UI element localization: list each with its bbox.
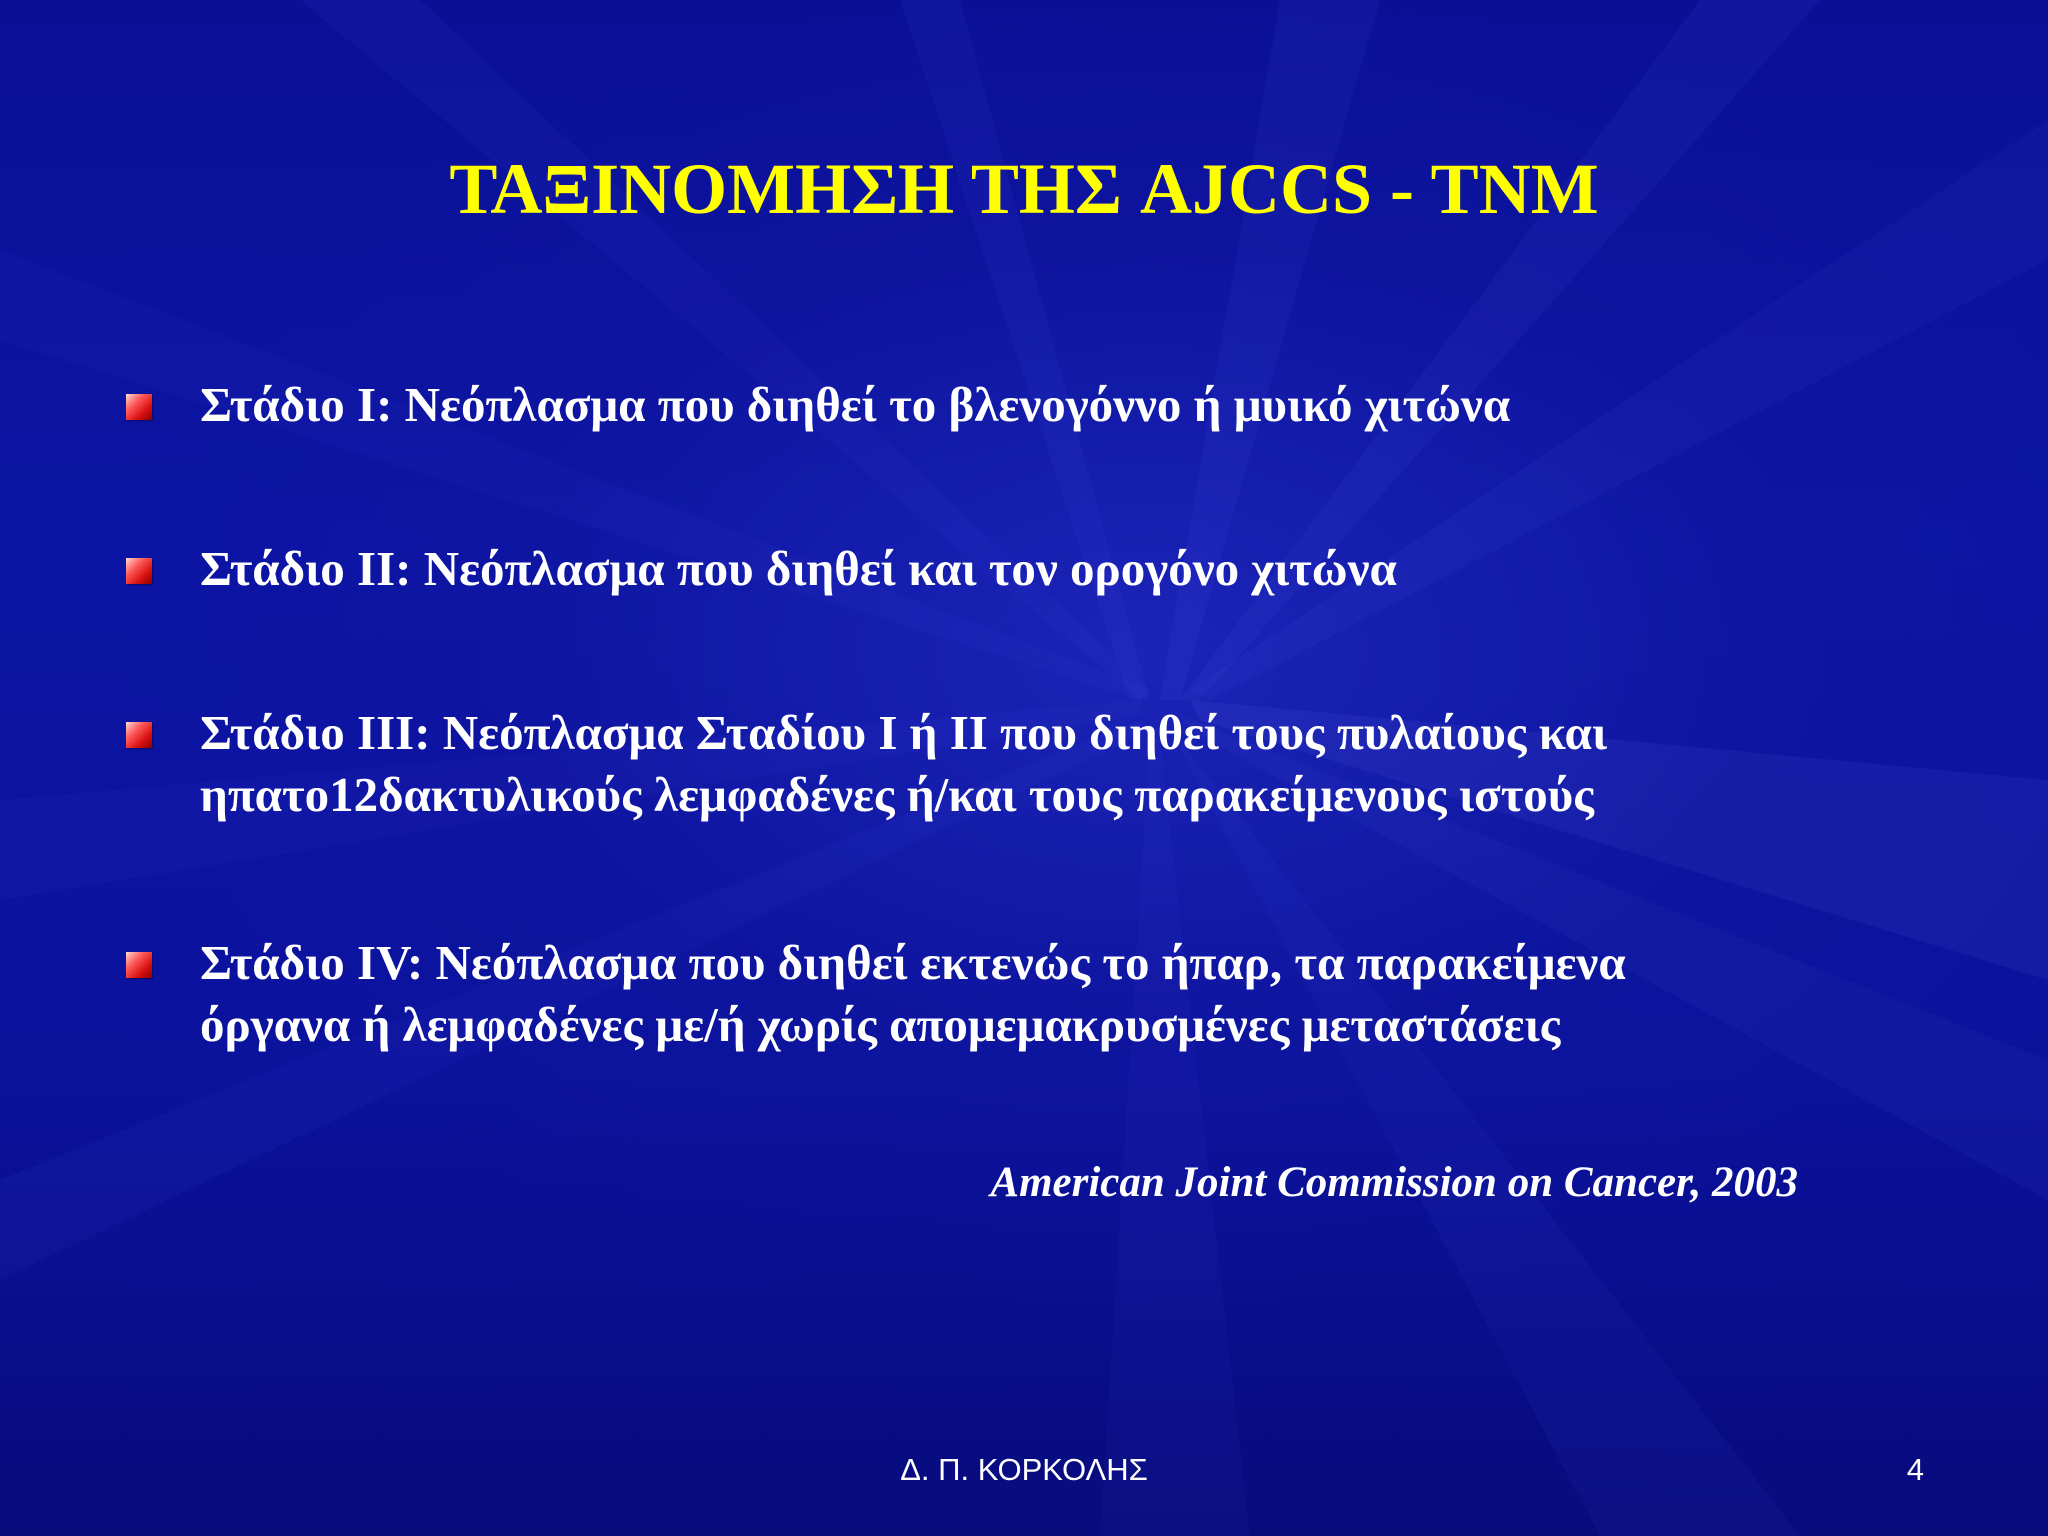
stage-3-line-1: Στάδιο III: Νεόπλασμα Σταδίου Ι ή ΙΙ που διηθεί τους πυλαίους και: [200, 705, 1608, 760]
bullet-square-icon: [126, 722, 152, 748]
stage-2-item: [200, 538, 1920, 600]
bullet-square-icon: [126, 394, 152, 420]
stage-4-line-2: όργανα ή λεμφαδένες με/ή χωρίς απομεμακρυσμένες μεταστάσεις: [200, 997, 1561, 1052]
source-citation: American Joint Commission on Cancer, 2003: [990, 1159, 1798, 1206]
stage-3-item: [200, 702, 1920, 826]
stage-3-line-2: ηπατο12δακτυλικούς λεμφαδένες ή/και τους παρακείμενους ιστούς: [200, 767, 1594, 822]
stage-4-line-1: Στάδιο IV: Νεόπλασμα που διηθεί εκτενώς το ήπαρ, τα παρακείμενα: [200, 935, 1626, 990]
bullet-square-icon: [126, 558, 152, 584]
page-number: 4: [1906, 1452, 1924, 1487]
stage-4-item: [200, 932, 1920, 1056]
stage-2-line-1: Στάδιο II: Νεόπλασμα που διηθεί και τον ορογόνο χιτώνα: [200, 541, 1397, 596]
footer-author: Δ. Π. ΚΟΡΚΟΛΗΣ: [900, 1452, 1148, 1487]
slide-title: ΤΑΞΙΝΟΜΗΣΗ ΤΗΣ AJCCS - TNM: [449, 149, 1599, 229]
bullet-square-icon: [126, 952, 152, 978]
stage-1-line-1: Στάδιο I: Νεόπλασμα που διηθεί το βλενογόννο ή μυικό χιτώνα: [200, 377, 1511, 432]
stage-1-item: [200, 374, 1920, 436]
